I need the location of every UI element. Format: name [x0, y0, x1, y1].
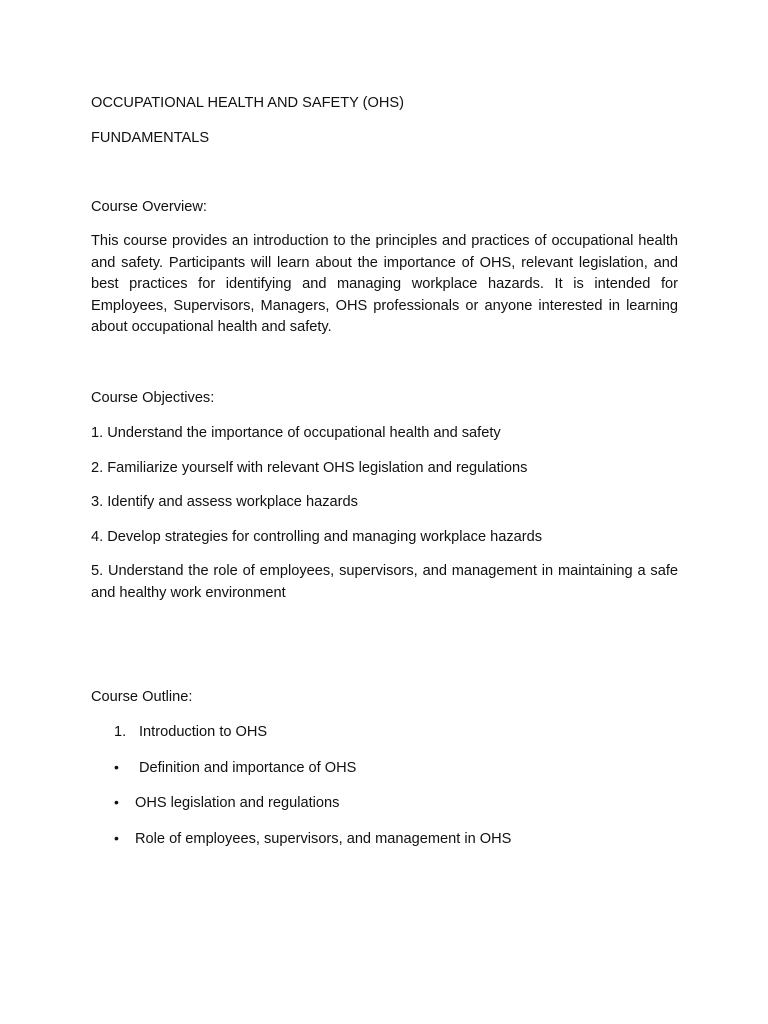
bullet-icon: • [114, 759, 119, 775]
outline-numbered-item-text: Introduction to OHS [139, 724, 268, 740]
course-outline-heading: Course Outline: [91, 689, 193, 705]
document-title-line-1: OCCUPATIONAL HEALTH AND SAFETY (OHS) [91, 95, 405, 111]
objective-item-1: 1. Understand the importance of occupational health and safety [91, 425, 501, 441]
course-objectives-heading: Course Objectives: [91, 390, 215, 406]
bullet-icon: • [114, 794, 119, 810]
bullet-icon: • [114, 830, 119, 846]
objective-item-3: 3. Identify and assess workplace hazards [91, 494, 358, 510]
document-title-line-2: FUNDAMENTALS [91, 130, 210, 146]
objective-item-5: 5. Understand the role of employees, supervisors, and management in maintaining a safe and healthy work environment [91, 563, 678, 601]
course-overview-heading-colon: : [202, 199, 207, 215]
outline-bullet-item [114, 792, 339, 815]
outline-bullet-item [114, 757, 356, 780]
outline-bullet-item [114, 828, 511, 851]
outline-number-marker: 1. [114, 724, 127, 740]
course-overview-body: This course provides an introduction to the principles and practices of occupational health and safety. Participants will learn about the importance of OHS, relevant legislation, and best practices for identifying and managing workplace hazards. It is intended for Employees, Supervisors, Managers, OHS professionals or anyone interested in learning about occupational health and safety. [91, 233, 678, 336]
course-overview-heading [91, 197, 678, 219]
objective-item-4: 4. Develop strategies for controlling and managing workplace hazards [91, 529, 543, 545]
outline-bullet-text: Definition and importance of OHS [139, 760, 357, 776]
outline-numbered-item [114, 722, 267, 744]
course-overview-heading-text: Course Overview [91, 199, 203, 215]
outline-bullet-text: OHS legislation and regulations [135, 795, 340, 811]
objective-item-2: 2. Familiarize yourself with relevant OHS legislation and regulations [91, 460, 528, 476]
outline-bullet-text: Role of employees, supervisors, and management in OHS [135, 831, 512, 847]
